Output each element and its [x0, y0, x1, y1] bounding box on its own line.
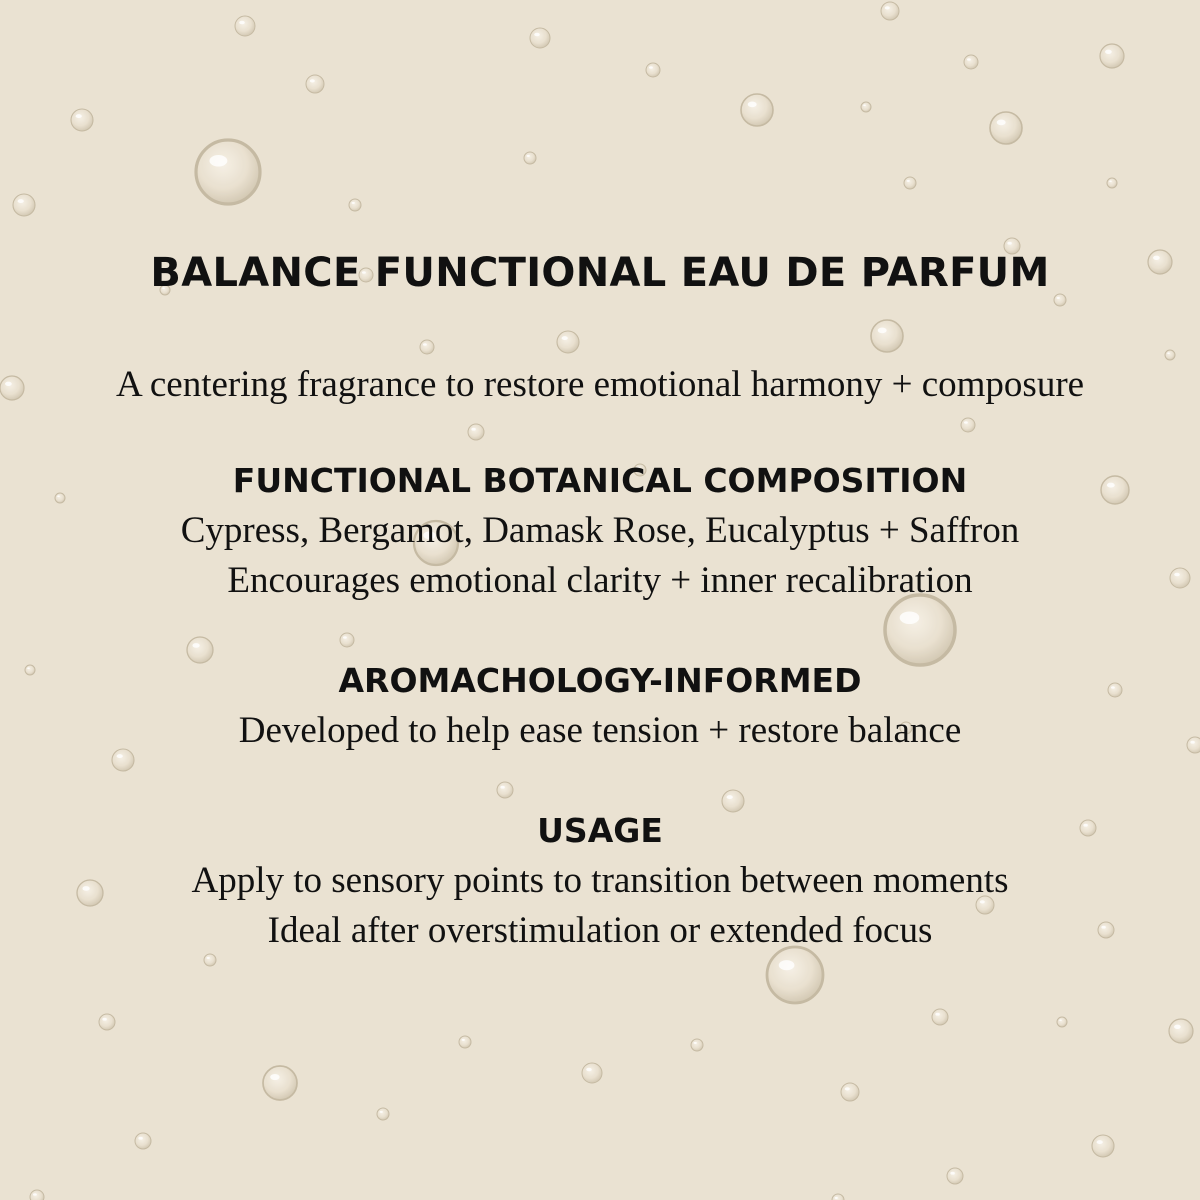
- section-line: Cypress, Bergamot, Damask Rose, Eucalyptus + Saffron: [180, 510, 1020, 551]
- section-line: Encourages emotional clarity + inner recalibration: [227, 560, 973, 601]
- section-heading: FUNCTIONAL BOTANICAL COMPOSITION: [232, 461, 968, 500]
- section-line: Developed to help ease tension + restore balance: [238, 710, 962, 751]
- page-title: BALANCE FUNCTIONAL EAU DE PARFUM: [150, 250, 1050, 296]
- section-line: Ideal after overstimulation or extended focus: [267, 910, 933, 951]
- section-heading: AROMACHOLOGY-INFORMED: [338, 661, 862, 700]
- section-aromachology: [0, 656, 1200, 756]
- section-heading: USAGE: [537, 811, 663, 850]
- section-usage: [0, 806, 1200, 956]
- section-botanical-composition: [0, 456, 1200, 606]
- section-line: Apply to sensory points to transition between moments: [191, 860, 1009, 901]
- tagline: A centering fragrance to restore emotional harmony + composure: [115, 364, 1085, 405]
